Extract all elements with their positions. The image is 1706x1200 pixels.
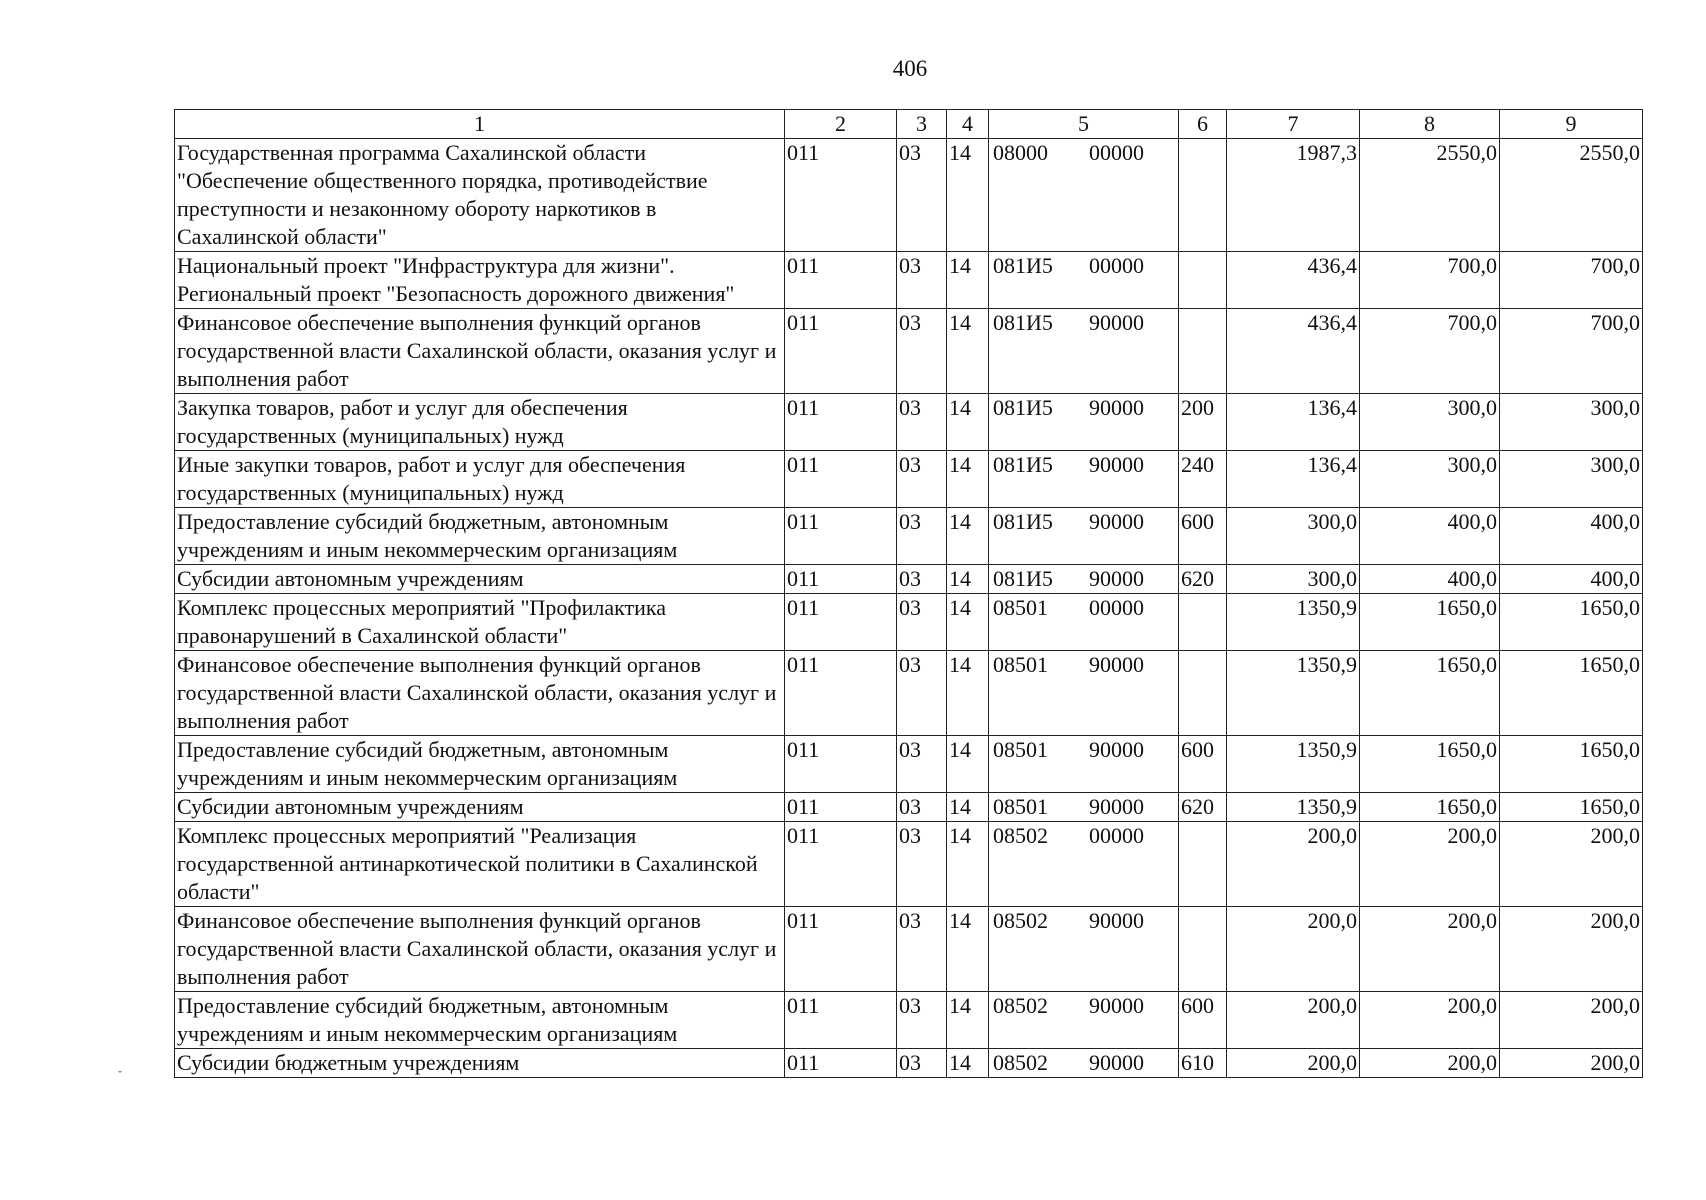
- table-row: [175, 565, 1643, 594]
- code-target-part-b: 90000: [1089, 395, 1144, 420]
- amount-cell: 1350,9: [1227, 651, 1360, 736]
- code-subsection-cell: 14: [947, 565, 989, 594]
- code-target-part-a: 081И5: [993, 509, 1053, 534]
- code-subsection-cell: 14: [947, 907, 989, 992]
- code-target-part-a: 08502: [993, 1050, 1048, 1075]
- code-target-part-b: 00000: [1089, 253, 1144, 278]
- code-target-part-a: 081И5: [993, 253, 1053, 278]
- code-gov-cell: 011: [785, 992, 897, 1049]
- table-row: [175, 1049, 1643, 1078]
- code-target-part-b: 00000: [1089, 823, 1144, 848]
- code-target-part-b: 90000: [1089, 993, 1144, 1018]
- table-row: [175, 309, 1643, 394]
- column-header: 6: [1179, 110, 1227, 139]
- code-expense-type-cell: [1179, 139, 1227, 252]
- amount-cell: 300,0: [1500, 451, 1643, 508]
- code-gov-cell: 011: [785, 822, 897, 907]
- amount-cell: 300,0: [1227, 508, 1360, 565]
- code-section-cell: 03: [897, 252, 947, 309]
- code-target-part-b: 00000: [1089, 595, 1144, 620]
- amount-cell: 1650,0: [1360, 736, 1500, 793]
- code-gov-cell: 011: [785, 139, 897, 252]
- amount-cell: 1650,0: [1500, 651, 1643, 736]
- amount-cell: 436,4: [1227, 252, 1360, 309]
- code-section-cell: 03: [897, 394, 947, 451]
- code-section-cell: 03: [897, 309, 947, 394]
- amount-cell: 400,0: [1500, 508, 1643, 565]
- code-expense-type-cell: 240: [1179, 451, 1227, 508]
- code-gov-cell: 011: [785, 394, 897, 451]
- amount-cell: 2550,0: [1500, 139, 1643, 252]
- amount-cell: 1650,0: [1500, 793, 1643, 822]
- code-gov-cell: 011: [785, 508, 897, 565]
- code-expense-type-cell: 620: [1179, 793, 1227, 822]
- amount-cell: 200,0: [1500, 1049, 1643, 1078]
- code-target-part-b: 00000: [1089, 140, 1144, 165]
- code-expense-type-cell: [1179, 309, 1227, 394]
- code-target-cell: [989, 1049, 1179, 1078]
- row-name-cell: Государственная программа Сахалинской области "Обеспечение общественного порядка, противодействие преступности и незаконному обороту наркотиков в Сахалинской области": [175, 139, 785, 252]
- column-header: 5: [989, 110, 1179, 139]
- amount-cell: 200,0: [1500, 992, 1643, 1049]
- code-gov-cell: 011: [785, 907, 897, 992]
- code-section-cell: 03: [897, 508, 947, 565]
- amount-cell: 1350,9: [1227, 594, 1360, 651]
- code-target-part-b: 90000: [1089, 1050, 1144, 1075]
- code-target-part-b: 90000: [1089, 908, 1144, 933]
- code-target-cell: [989, 252, 1179, 309]
- code-subsection-cell: 14: [947, 736, 989, 793]
- amount-cell: 200,0: [1500, 907, 1643, 992]
- amount-cell: 300,0: [1360, 451, 1500, 508]
- amount-cell: 300,0: [1227, 565, 1360, 594]
- code-target-cell: [989, 565, 1179, 594]
- row-name-cell: Финансовое обеспечение выполнения функций органов государственной власти Сахалинской области, оказания услуг и выполнения работ: [175, 651, 785, 736]
- code-expense-type-cell: [1179, 651, 1227, 736]
- amount-cell: 700,0: [1500, 309, 1643, 394]
- code-target-part-b: 90000: [1089, 310, 1144, 335]
- code-expense-type-cell: [1179, 907, 1227, 992]
- column-header: 4: [947, 110, 989, 139]
- code-expense-type-cell: 620: [1179, 565, 1227, 594]
- amount-cell: 136,4: [1227, 451, 1360, 508]
- code-target-part-a: 081И5: [993, 395, 1053, 420]
- code-subsection-cell: 14: [947, 394, 989, 451]
- code-section-cell: 03: [897, 594, 947, 651]
- row-name-cell: Субсидии автономным учреждениям: [175, 793, 785, 822]
- code-target-part-a: 081И5: [993, 566, 1053, 591]
- code-section-cell: 03: [897, 822, 947, 907]
- code-target-part-a: 08501: [993, 737, 1048, 762]
- table-row: [175, 822, 1643, 907]
- code-expense-type-cell: [1179, 822, 1227, 907]
- row-name-cell: Закупка товаров, работ и услуг для обеспечения государственных (муниципальных) нужд: [175, 394, 785, 451]
- code-target-part-a: 081И5: [993, 452, 1053, 477]
- row-name-cell: Комплекс процессных мероприятий "Профилактика правонарушений в Сахалинской области": [175, 594, 785, 651]
- code-section-cell: 03: [897, 793, 947, 822]
- amount-cell: 1650,0: [1500, 594, 1643, 651]
- code-gov-cell: 011: [785, 451, 897, 508]
- code-target-cell: [989, 594, 1179, 651]
- column-header: 2: [785, 110, 897, 139]
- code-section-cell: 03: [897, 736, 947, 793]
- amount-cell: 700,0: [1360, 252, 1500, 309]
- amount-cell: 400,0: [1360, 508, 1500, 565]
- code-expense-type-cell: 600: [1179, 508, 1227, 565]
- column-header: 1: [175, 110, 785, 139]
- scan-mark: ˇ: [118, 1068, 122, 1082]
- code-target-cell: [989, 651, 1179, 736]
- amount-cell: 436,4: [1227, 309, 1360, 394]
- code-target-part-b: 90000: [1089, 566, 1144, 591]
- row-name-cell: Иные закупки товаров, работ и услуг для обеспечения государственных (муниципальных) нужд: [175, 451, 785, 508]
- code-gov-cell: 011: [785, 309, 897, 394]
- code-subsection-cell: 14: [947, 508, 989, 565]
- code-subsection-cell: 14: [947, 992, 989, 1049]
- table-row: [175, 793, 1643, 822]
- code-section-cell: 03: [897, 651, 947, 736]
- code-expense-type-cell: 600: [1179, 736, 1227, 793]
- amount-cell: 200,0: [1227, 907, 1360, 992]
- table-row: [175, 651, 1643, 736]
- column-header: 7: [1227, 110, 1360, 139]
- amount-cell: 200,0: [1360, 992, 1500, 1049]
- amount-cell: 1350,9: [1227, 736, 1360, 793]
- code-expense-type-cell: 610: [1179, 1049, 1227, 1078]
- code-target-part-a: 081И5: [993, 310, 1053, 335]
- amount-cell: 200,0: [1500, 822, 1643, 907]
- row-name-cell: Национальный проект "Инфраструктура для жизни". Региональный проект "Безопасность дорожного движения": [175, 252, 785, 309]
- code-subsection-cell: 14: [947, 651, 989, 736]
- code-target-cell: [989, 508, 1179, 565]
- code-target-part-b: 90000: [1089, 452, 1144, 477]
- code-target-part-a: 08501: [993, 652, 1048, 677]
- code-target-part-a: 08501: [993, 794, 1048, 819]
- code-subsection-cell: 14: [947, 822, 989, 907]
- code-target-part-b: 90000: [1089, 794, 1144, 819]
- amount-cell: 200,0: [1227, 822, 1360, 907]
- row-name-cell: Предоставление субсидий бюджетным, автономным учреждениям и иным некоммерческим организациям: [175, 736, 785, 793]
- table-row: [175, 451, 1643, 508]
- code-section-cell: 03: [897, 992, 947, 1049]
- code-gov-cell: 011: [785, 736, 897, 793]
- code-gov-cell: 011: [785, 594, 897, 651]
- code-target-part-b: 90000: [1089, 509, 1144, 534]
- code-subsection-cell: 14: [947, 252, 989, 309]
- row-name-cell: Комплекс процессных мероприятий "Реализация государственной антинаркотической политики в Сахалинской области": [175, 822, 785, 907]
- code-expense-type-cell: 200: [1179, 394, 1227, 451]
- amount-cell: 2550,0: [1360, 139, 1500, 252]
- code-subsection-cell: 14: [947, 793, 989, 822]
- table-row: [175, 252, 1643, 309]
- code-target-cell: [989, 736, 1179, 793]
- amount-cell: 1650,0: [1360, 594, 1500, 651]
- code-target-part-b: 90000: [1089, 737, 1144, 762]
- amount-cell: 1350,9: [1227, 793, 1360, 822]
- table-row: [175, 508, 1643, 565]
- code-target-part-a: 08000: [993, 140, 1048, 165]
- table-row: [175, 594, 1643, 651]
- code-gov-cell: 011: [785, 565, 897, 594]
- column-header: 8: [1360, 110, 1500, 139]
- table-row: [175, 139, 1643, 252]
- amount-cell: 200,0: [1360, 907, 1500, 992]
- code-target-cell: [989, 793, 1179, 822]
- code-target-cell: [989, 139, 1179, 252]
- code-target-cell: [989, 992, 1179, 1049]
- code-section-cell: 03: [897, 907, 947, 992]
- amount-cell: 200,0: [1227, 1049, 1360, 1078]
- code-target-part-a: 08501: [993, 595, 1048, 620]
- amount-cell: 200,0: [1227, 992, 1360, 1049]
- code-target-cell: [989, 309, 1179, 394]
- amount-cell: 400,0: [1360, 565, 1500, 594]
- code-subsection-cell: 14: [947, 451, 989, 508]
- row-name-cell: Предоставление субсидий бюджетным, автономным учреждениям и иным некоммерческим организациям: [175, 508, 785, 565]
- code-subsection-cell: 14: [947, 594, 989, 651]
- code-target-part-a: 08502: [993, 993, 1048, 1018]
- amount-cell: 700,0: [1500, 252, 1643, 309]
- code-expense-type-cell: [1179, 594, 1227, 651]
- code-expense-type-cell: 600: [1179, 992, 1227, 1049]
- amount-cell: 1650,0: [1360, 651, 1500, 736]
- amount-cell: 300,0: [1500, 394, 1643, 451]
- amount-cell: 1650,0: [1500, 736, 1643, 793]
- code-subsection-cell: 14: [947, 309, 989, 394]
- amount-cell: 136,4: [1227, 394, 1360, 451]
- row-name-cell: Субсидии автономным учреждениям: [175, 565, 785, 594]
- row-name-cell: Финансовое обеспечение выполнения функций органов государственной власти Сахалинской области, оказания услуг и выполнения работ: [175, 907, 785, 992]
- row-name-cell: Субсидии бюджетным учреждениям: [175, 1049, 785, 1078]
- code-gov-cell: 011: [785, 252, 897, 309]
- code-target-cell: [989, 822, 1179, 907]
- amount-cell: 200,0: [1360, 1049, 1500, 1078]
- code-section-cell: 03: [897, 139, 947, 252]
- table-row: [175, 394, 1643, 451]
- code-target-part-a: 08502: [993, 908, 1048, 933]
- amount-cell: 1987,3: [1227, 139, 1360, 252]
- code-gov-cell: 011: [785, 651, 897, 736]
- budget-table: [174, 109, 1643, 1078]
- amount-cell: 1650,0: [1360, 793, 1500, 822]
- table-row: [175, 992, 1643, 1049]
- row-name-cell: Финансовое обеспечение выполнения функций органов государственной власти Сахалинской области, оказания услуг и выполнения работ: [175, 309, 785, 394]
- amount-cell: 200,0: [1360, 822, 1500, 907]
- header-row: [175, 110, 1643, 139]
- code-target-cell: [989, 394, 1179, 451]
- code-gov-cell: 011: [785, 793, 897, 822]
- code-section-cell: 03: [897, 1049, 947, 1078]
- code-subsection-cell: 14: [947, 139, 989, 252]
- code-target-part-a: 08502: [993, 823, 1048, 848]
- row-name-cell: Предоставление субсидий бюджетным, автономным учреждениям и иным некоммерческим организациям: [175, 992, 785, 1049]
- code-gov-cell: 011: [785, 1049, 897, 1078]
- code-expense-type-cell: [1179, 252, 1227, 309]
- code-target-part-b: 90000: [1089, 652, 1144, 677]
- code-section-cell: 03: [897, 451, 947, 508]
- column-header: 3: [897, 110, 947, 139]
- code-target-cell: [989, 451, 1179, 508]
- code-subsection-cell: 14: [947, 1049, 989, 1078]
- amount-cell: 300,0: [1360, 394, 1500, 451]
- code-section-cell: 03: [897, 565, 947, 594]
- page-number: 406: [892, 56, 928, 81]
- code-target-cell: [989, 907, 1179, 992]
- table-row: [175, 907, 1643, 992]
- table-row: [175, 736, 1643, 793]
- amount-cell: 700,0: [1360, 309, 1500, 394]
- column-header: 9: [1500, 110, 1643, 139]
- amount-cell: 400,0: [1500, 565, 1643, 594]
